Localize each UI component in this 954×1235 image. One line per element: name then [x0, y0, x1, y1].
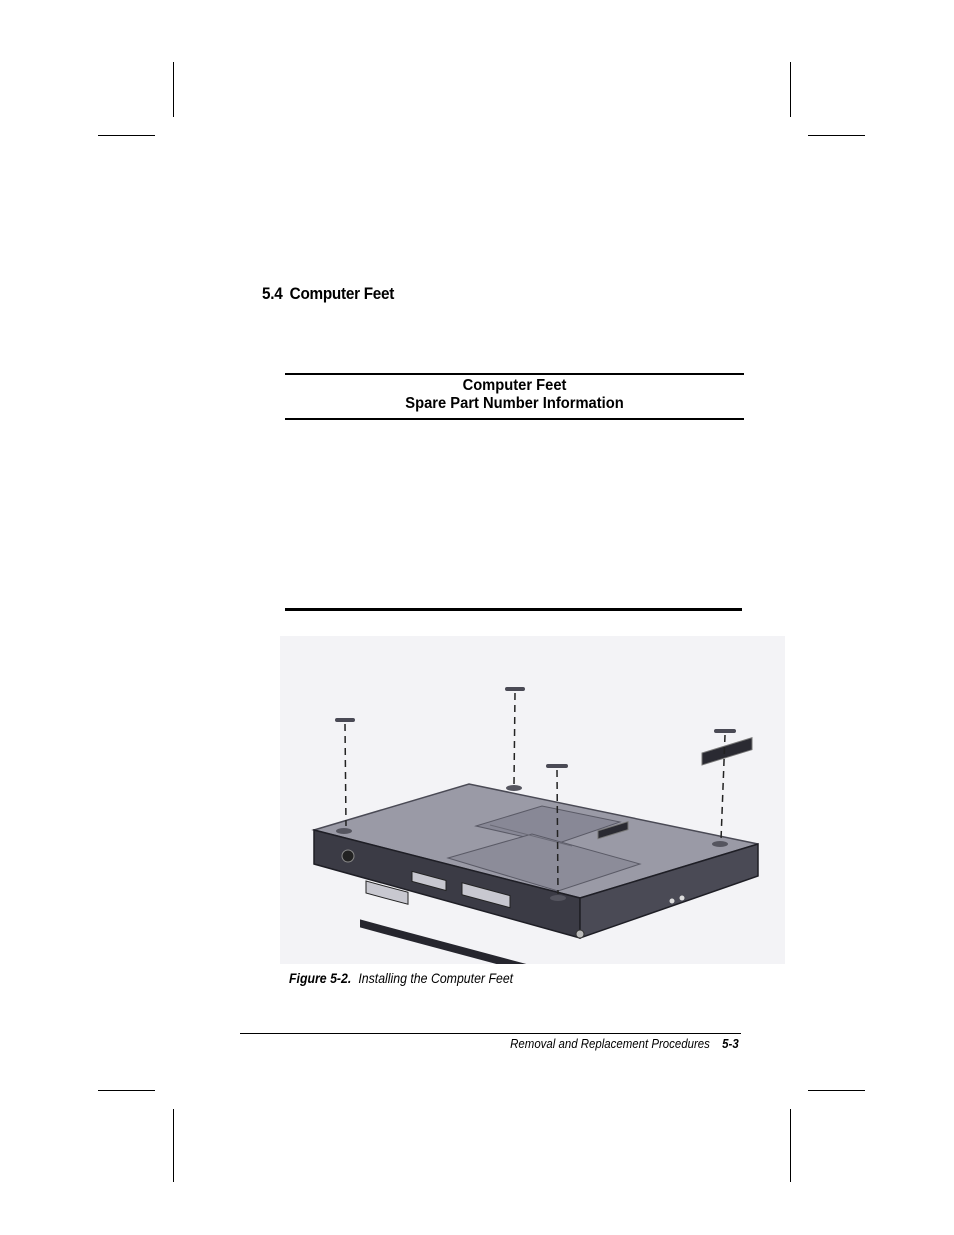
- computer-foot-1: [335, 718, 355, 826]
- section-title-text: Computer Feet: [289, 284, 395, 303]
- screw-corner: [576, 930, 584, 938]
- table-header-rule: [285, 418, 744, 420]
- crop-mark-top-right-horizontal: [808, 135, 865, 136]
- table-top-rule: [285, 373, 744, 375]
- foot-pad-front: [550, 895, 566, 901]
- power-jack: [342, 850, 354, 862]
- foot-pad-center-rear: [506, 785, 522, 791]
- table-title-line-2: Spare Part Number Information: [405, 395, 624, 412]
- foot-pad-left-rear: [336, 828, 352, 834]
- crop-mark-top-right-vertical: [790, 62, 791, 117]
- table-header: [303, 377, 725, 413]
- computer-feet-illustration: [280, 636, 785, 964]
- page-number: 5-3: [722, 1036, 739, 1051]
- foot-pad-right: [712, 841, 728, 847]
- crop-mark-top-left-horizontal: [98, 135, 155, 136]
- rear-connector-strip: [360, 919, 560, 964]
- figure-number: Figure 5-2.: [289, 970, 352, 986]
- crop-mark-bottom-left-horizontal: [98, 1090, 155, 1091]
- audio-jack-1: [670, 899, 675, 904]
- audio-jack-2: [680, 896, 685, 901]
- table-bottom-rule: [285, 608, 742, 611]
- crop-mark-bottom-left-vertical: [173, 1109, 174, 1182]
- footer-rule: [240, 1033, 741, 1034]
- computer-foot-2: [505, 687, 525, 784]
- computer-underside-drawing: [280, 636, 785, 964]
- crop-mark-bottom-right-horizontal: [808, 1090, 865, 1091]
- table-title-line-1: Computer Feet: [462, 377, 567, 394]
- figure-caption-text: Installing the Computer Feet: [358, 970, 514, 986]
- figure-caption: [289, 970, 513, 986]
- footer-chapter-title: Removal and Replacement Procedures: [510, 1036, 711, 1051]
- crop-mark-bottom-right-vertical: [790, 1109, 791, 1182]
- page-footer: [510, 1036, 739, 1051]
- section-number: 5.4: [262, 284, 283, 303]
- side-vent: [702, 738, 752, 765]
- section-heading: [262, 284, 394, 304]
- crop-mark-top-left-vertical: [173, 62, 174, 117]
